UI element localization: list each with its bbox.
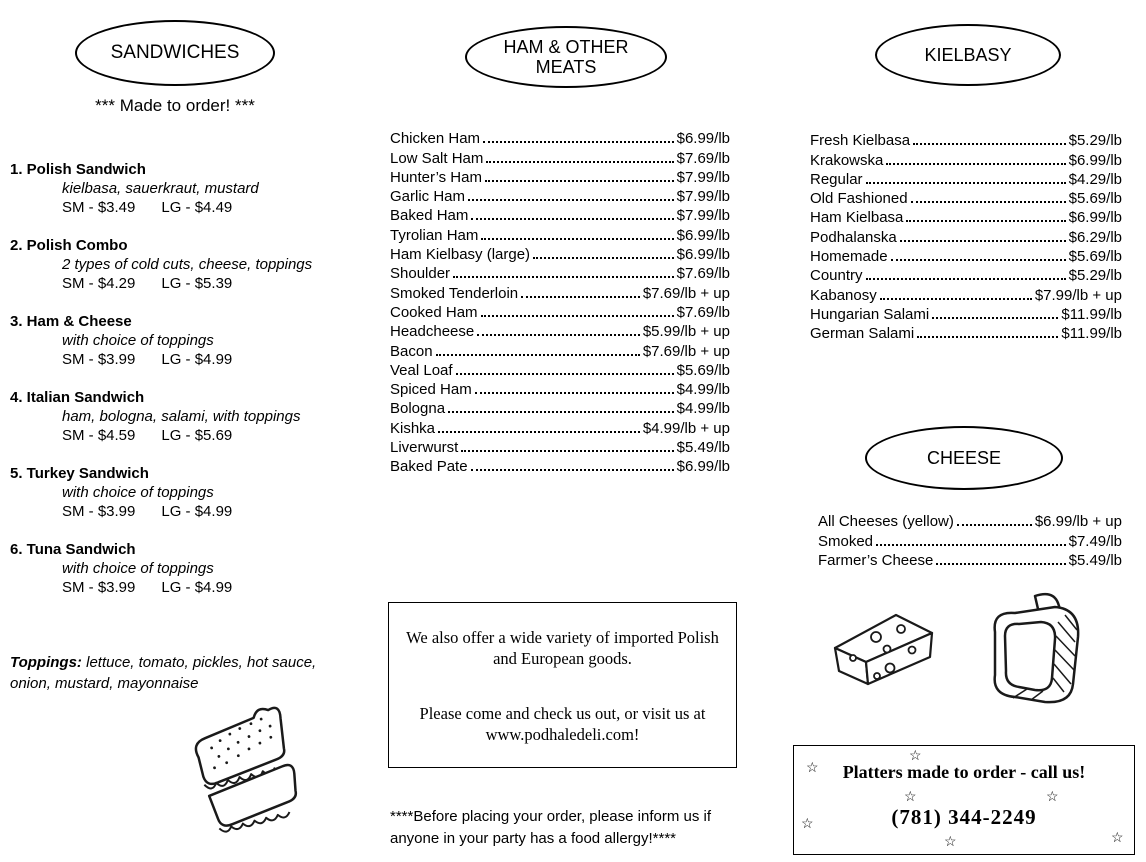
sandwich-item bbox=[10, 160, 340, 217]
item-price: $6.99/lb bbox=[676, 226, 730, 244]
item-name: Hunter’s Ham bbox=[390, 168, 482, 186]
item-name: Ham Kielbasa bbox=[810, 209, 904, 227]
menu-line bbox=[390, 302, 730, 321]
menu-line bbox=[390, 321, 730, 340]
item-price: $11.99/lb bbox=[1061, 325, 1122, 343]
menu-line bbox=[810, 226, 1122, 245]
dot-leader bbox=[453, 276, 674, 278]
price-small: SM - $3.99 bbox=[62, 579, 136, 596]
sandwich-name: 3. Ham & Cheese bbox=[10, 313, 132, 330]
item-name: Hungarian Salami bbox=[810, 305, 930, 323]
price-large: LG - $5.39 bbox=[161, 275, 233, 292]
item-name: Kabanosy bbox=[810, 286, 877, 304]
toppings-note bbox=[10, 652, 322, 694]
cheese-header-oval bbox=[865, 426, 1063, 490]
menu-line bbox=[390, 224, 730, 243]
dot-leader bbox=[906, 220, 1065, 222]
item-name: Ham Kielbasy (large) bbox=[390, 246, 531, 264]
item-name: Bologna bbox=[390, 400, 446, 418]
item-price: $6.99/lb bbox=[676, 458, 730, 476]
toppings-text: lettuce, tomato, pickles, hot sauce, onion, mustard, mayonnaise bbox=[10, 654, 317, 692]
dot-leader bbox=[866, 278, 1066, 280]
sandwich-item bbox=[10, 388, 340, 445]
item-name: Krakowska bbox=[810, 151, 884, 169]
item-name: Shoulder bbox=[390, 265, 451, 283]
menu-line bbox=[390, 128, 730, 147]
menu-line bbox=[390, 263, 730, 282]
menu-line bbox=[390, 379, 730, 398]
star-icon: ☆ bbox=[806, 761, 819, 776]
menu-line bbox=[810, 149, 1122, 168]
sandwiches-header: SANDWICHES bbox=[110, 42, 240, 63]
sandwich-description: 2 types of cold cuts, cheese, toppings bbox=[62, 256, 313, 273]
item-price: $5.99/lb + up bbox=[642, 323, 730, 341]
item-price: $6.99/lb + up bbox=[1034, 513, 1122, 531]
item-price: $4.99/lb bbox=[676, 381, 730, 399]
sandwich-item bbox=[10, 312, 340, 369]
menu-line bbox=[810, 207, 1122, 226]
dot-leader bbox=[886, 163, 1065, 165]
menu-line bbox=[810, 284, 1122, 303]
visit-us-text: Please come and check us out, or visit us at www.podhaledeli.com! bbox=[419, 704, 706, 744]
dot-leader bbox=[876, 544, 1066, 546]
sandwich-description: with choice of toppings bbox=[62, 560, 214, 577]
menu-line bbox=[810, 304, 1122, 323]
item-price: $4.99/lb bbox=[676, 400, 730, 418]
dot-leader bbox=[913, 143, 1066, 145]
price-small: SM - $4.29 bbox=[62, 275, 136, 292]
item-name: Old Fashioned bbox=[810, 190, 908, 208]
item-price: $7.99/lb + up bbox=[1034, 286, 1122, 304]
dot-leader bbox=[477, 334, 640, 336]
item-name: Country bbox=[810, 267, 863, 285]
dot-leader bbox=[438, 431, 640, 433]
dot-leader bbox=[456, 373, 674, 375]
sandwich-prices bbox=[62, 426, 340, 445]
kielbasy-list bbox=[810, 130, 1122, 342]
item-name: Tyrolian Ham bbox=[390, 226, 479, 244]
menu-line bbox=[810, 130, 1122, 149]
toppings-label: Toppings: bbox=[10, 654, 82, 671]
sandwich-description: kielbasa, sauerkraut, mustard bbox=[62, 180, 259, 197]
sandwich-name: 1. Polish Sandwich bbox=[10, 161, 146, 178]
item-name: Podhalanska bbox=[810, 228, 897, 246]
menu-line bbox=[390, 417, 730, 436]
menu-line bbox=[390, 282, 730, 301]
item-price: $7.69/lb bbox=[676, 303, 730, 321]
item-price: $7.99/lb bbox=[676, 207, 730, 225]
sandwich-list bbox=[10, 160, 340, 616]
star-icon: ☆ bbox=[904, 790, 917, 805]
item-name: German Salami bbox=[810, 325, 915, 343]
cheese-list bbox=[818, 511, 1122, 569]
sandwich-item bbox=[10, 236, 340, 293]
dot-leader bbox=[521, 296, 640, 298]
dot-leader bbox=[911, 201, 1066, 203]
dot-leader bbox=[936, 563, 1065, 565]
menu-line bbox=[390, 398, 730, 417]
dot-leader bbox=[468, 199, 674, 201]
menu-line bbox=[818, 550, 1122, 569]
dot-leader bbox=[471, 218, 673, 220]
item-name: Headcheese bbox=[390, 323, 475, 341]
item-price: $7.69/lb bbox=[676, 149, 730, 167]
platters-phone: (781) 344-2249 bbox=[891, 805, 1037, 829]
meats-header-oval bbox=[465, 26, 667, 88]
item-name: Cooked Ham bbox=[390, 303, 478, 321]
dot-leader bbox=[481, 238, 673, 240]
dot-leader bbox=[900, 240, 1066, 242]
item-name: Smoked bbox=[818, 532, 874, 550]
menu-line bbox=[818, 530, 1122, 549]
sandwich-name: 5. Turkey Sandwich bbox=[10, 465, 149, 482]
menu-line bbox=[390, 205, 730, 224]
sandwich-item bbox=[10, 464, 340, 521]
menu-line bbox=[810, 265, 1122, 284]
dot-leader bbox=[917, 336, 1058, 338]
price-small: SM - $3.99 bbox=[62, 351, 136, 368]
sandwich-prices bbox=[62, 274, 340, 293]
dot-leader bbox=[448, 411, 674, 413]
kielbasy-header-oval bbox=[875, 24, 1061, 86]
item-price: $5.29/lb bbox=[1068, 132, 1122, 150]
item-price: $7.69/lb + up bbox=[642, 284, 730, 302]
item-price: $5.49/lb bbox=[676, 439, 730, 457]
item-name: Homemade bbox=[810, 248, 888, 266]
made-to-order-tagline: *** Made to order! *** bbox=[95, 96, 255, 115]
item-price: $6.99/lb bbox=[1068, 209, 1122, 227]
menu-line bbox=[390, 340, 730, 359]
dot-leader bbox=[957, 524, 1032, 526]
item-name: Veal Loaf bbox=[390, 361, 453, 379]
item-price: $7.69/lb bbox=[676, 265, 730, 283]
star-icon: ☆ bbox=[909, 749, 922, 764]
dot-leader bbox=[533, 257, 674, 259]
item-price: $5.29/lb bbox=[1068, 267, 1122, 285]
dot-leader bbox=[485, 180, 674, 182]
item-name: Chicken Ham bbox=[390, 130, 481, 148]
menu-line bbox=[818, 511, 1122, 530]
dot-leader bbox=[481, 315, 674, 317]
item-price: $7.99/lb bbox=[676, 188, 730, 206]
price-large: LG - $4.49 bbox=[161, 199, 233, 216]
dot-leader bbox=[475, 392, 674, 394]
sandwich-name: 6. Tuna Sandwich bbox=[10, 541, 136, 558]
menu-line bbox=[390, 456, 730, 475]
item-name: Bacon bbox=[390, 342, 433, 360]
menu-line bbox=[390, 186, 730, 205]
item-price: $5.69/lb bbox=[676, 361, 730, 379]
meats-header: HAM & OTHER MEATS bbox=[503, 37, 629, 77]
item-name: Fresh Kielbasa bbox=[810, 132, 911, 150]
item-price: $6.99/lb bbox=[676, 246, 730, 264]
item-name: All Cheeses (yellow) bbox=[818, 513, 954, 531]
meats-list bbox=[390, 128, 730, 475]
dot-leader bbox=[880, 298, 1032, 300]
item-price: $7.49/lb bbox=[1068, 532, 1122, 550]
price-small: SM - $3.99 bbox=[62, 503, 136, 520]
kielbasy-header: KIELBASY bbox=[924, 45, 1012, 65]
star-icon: ☆ bbox=[1111, 831, 1124, 846]
price-large: LG - $4.99 bbox=[161, 351, 233, 368]
sandwich-name: 4. Italian Sandwich bbox=[10, 389, 145, 406]
menu-line bbox=[810, 246, 1122, 265]
item-price: $6.99/lb bbox=[676, 130, 730, 148]
item-name: Garlic Ham bbox=[390, 188, 466, 206]
dot-leader bbox=[486, 161, 673, 163]
imported-goods-box bbox=[388, 602, 737, 768]
sandwich-description: with choice of toppings bbox=[62, 484, 214, 501]
menu-line bbox=[390, 167, 730, 186]
sandwich-prices bbox=[62, 350, 340, 369]
sandwich-prices bbox=[62, 198, 340, 217]
ham-illustration bbox=[975, 590, 1085, 712]
platters-title: Platters made to order - call us! bbox=[842, 762, 1086, 782]
price-small: SM - $4.59 bbox=[62, 427, 136, 444]
sandwich-description: with choice of toppings bbox=[62, 332, 214, 349]
menu-line bbox=[810, 188, 1122, 207]
dot-leader bbox=[471, 469, 674, 471]
item-price: $11.99/lb bbox=[1061, 305, 1122, 323]
allergy-note: ****Before placing your order, please inform us if anyone in your party has a food allergy!**** bbox=[390, 808, 712, 847]
sandwich-item bbox=[10, 540, 340, 597]
item-price: $5.49/lb bbox=[1068, 551, 1122, 569]
sandwiches-header-oval bbox=[75, 20, 275, 86]
price-small: SM - $3.49 bbox=[62, 199, 136, 216]
item-price: $4.29/lb bbox=[1068, 170, 1122, 188]
item-name: Kishka bbox=[390, 419, 436, 437]
star-icon: ☆ bbox=[1046, 790, 1059, 805]
item-price: $7.99/lb bbox=[676, 168, 730, 186]
item-name: Low Salt Ham bbox=[390, 149, 484, 167]
dot-leader bbox=[891, 259, 1066, 261]
item-price: $6.29/lb bbox=[1068, 228, 1122, 246]
star-icon: ☆ bbox=[801, 817, 814, 832]
item-name: Regular bbox=[810, 170, 863, 188]
item-name: Farmer’s Cheese bbox=[818, 551, 934, 569]
sandwich-name: 2. Polish Combo bbox=[10, 237, 128, 254]
item-price: $4.99/lb + up bbox=[642, 419, 730, 437]
price-large: LG - $5.69 bbox=[161, 427, 233, 444]
item-price: $7.69/lb + up bbox=[642, 342, 730, 360]
dot-leader bbox=[436, 354, 640, 356]
price-large: LG - $4.99 bbox=[161, 579, 233, 596]
menu-line bbox=[390, 244, 730, 263]
star-icon: ☆ bbox=[944, 835, 957, 850]
sandwich-prices bbox=[62, 578, 340, 597]
menu-line bbox=[390, 147, 730, 166]
item-name: Liverwurst bbox=[390, 439, 459, 457]
menu-line bbox=[390, 437, 730, 456]
menu-line bbox=[810, 323, 1122, 342]
sandwich-illustration bbox=[178, 700, 318, 855]
dot-leader bbox=[483, 141, 674, 143]
imported-goods-text: We also offer a wide variety of imported Polish and European goods. bbox=[406, 628, 719, 668]
sandwich-description: ham, bologna, salami, with toppings bbox=[62, 408, 301, 425]
dot-leader bbox=[932, 317, 1058, 319]
price-large: LG - $4.99 bbox=[161, 503, 233, 520]
cheese-header: CHEESE bbox=[926, 448, 1002, 468]
sandwich-prices bbox=[62, 502, 340, 521]
item-name: Baked Pate bbox=[390, 458, 468, 476]
item-price: $5.69/lb bbox=[1068, 248, 1122, 266]
item-price: $6.99/lb bbox=[1068, 151, 1122, 169]
item-name: Spiced Ham bbox=[390, 381, 472, 399]
item-name: Baked Ham bbox=[390, 207, 469, 225]
item-name: Smoked Tenderloin bbox=[390, 284, 519, 302]
platters-box bbox=[793, 745, 1135, 855]
menu-line bbox=[810, 169, 1122, 188]
menu-line bbox=[390, 360, 730, 379]
cheese-illustration bbox=[830, 608, 938, 692]
item-price: $5.69/lb bbox=[1068, 190, 1122, 208]
dot-leader bbox=[866, 182, 1066, 184]
dot-leader bbox=[461, 450, 673, 452]
